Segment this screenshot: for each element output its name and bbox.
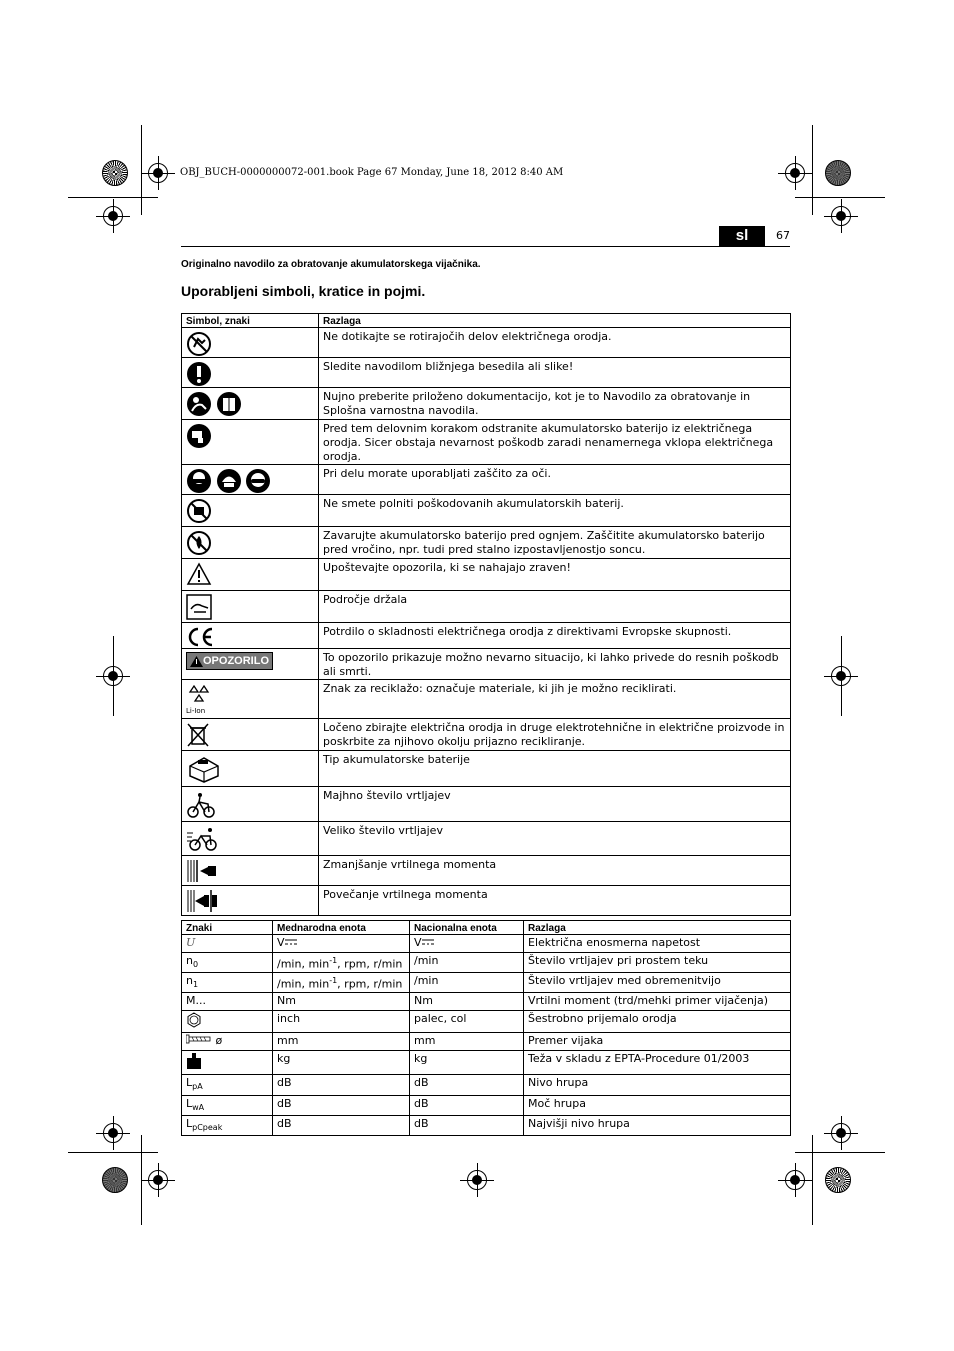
row-description: Zavarujte akumulatorsko baterijo pred ognjem. Zaščitite akumulatorsko baterijo pred vročino, npr. tudi pred stalno izpostavljenostjo soncu. [319,527,791,559]
table-row [182,935,791,953]
row-description: Pri delu morate uporabljati zaščito za oči. [319,465,791,495]
no-touch-rotating-parts-icon [186,331,212,357]
registration-target-icon [103,206,123,226]
table-row [182,1095,791,1115]
crossed-bin-icon [186,722,210,748]
table-row [182,465,791,495]
recycle-label: Li-Ion [186,707,206,715]
section-title: Uporabljeni simboli, kratice in pojmi. [181,283,426,299]
row-description: Pred tem delovnim korakom odstranite akumulatorsko baterijo iz električnega orodja. Sicer obstaja nevarnost poškodb zaradi nenamernega vklopa električnega orodja. [319,420,791,465]
table-row [182,1033,791,1051]
table-row [182,358,791,388]
unit-value: inch [273,1011,410,1033]
symbol-value: L [186,1096,193,1110]
column-header: Znaki [182,921,273,935]
unit-value: dB [410,1075,524,1095]
battery-pack-icon [186,754,222,784]
grip-area-icon [186,594,212,620]
registration-target-icon [831,666,851,686]
table-row [182,1075,791,1095]
registration-target-icon [831,206,851,226]
unit-value: /min [410,973,524,993]
low-speed-bicycle-icon [186,790,216,820]
dc-symbol-icon [285,938,297,946]
document-subtitle: Originalno navodilo za obratovanje akumulatorskega vijačnika. [181,259,481,270]
table-row [182,495,791,527]
unit-superscript: -1 [329,976,338,986]
row-description: Šestrobno prijemalo orodja [524,1011,791,1033]
row-description: Majhno število vrtljajev [319,787,791,822]
unit-value: V [277,936,285,949]
symbol-voltage: U [186,936,196,949]
row-description: Ne dotikajte se rotirajočih delov električnega orodja. [319,328,791,358]
row-description: Upoštevajte opozorila, ki se nahajajo zraven! [319,559,791,591]
table-row [182,649,791,680]
row-description: Sledite navodilom bližnjega besedila ali slike! [319,358,791,388]
registration-target-icon [103,1123,123,1143]
exclamation-mandatory-icon [186,361,212,387]
recycle-icon [186,683,212,703]
registration-target-icon [103,666,123,686]
symbol-value: L [186,1076,193,1090]
table-row [182,993,791,1011]
helmet-protection-icon [216,468,242,494]
row-description: Električna enosmerna napetost [524,935,791,953]
unit-value: dB [273,1115,410,1135]
row-description: Število vrtljajev pri prostem teku [524,953,791,973]
table-row [182,787,791,822]
warning-triangle-icon [190,656,203,667]
symbol-value: L [186,1116,193,1130]
no-charging-damaged-battery-icon [186,498,212,524]
unit-value: V [414,936,422,949]
row-description: Povečanje vrtilnega momenta [319,886,791,916]
unit-value: Nm [273,993,410,1011]
symbol-value: n [186,954,193,967]
hexagon-icon [186,1012,202,1028]
unit-value: dB [410,1115,524,1135]
table-row [182,527,791,559]
table-row [182,680,791,719]
row-description: Veliko število vrtljajev [319,822,791,856]
table-row [182,328,791,358]
table-row [182,719,791,751]
registration-wheel-icon [102,160,128,186]
unit-value: dB [273,1095,410,1115]
diameter-symbol: ø [215,1034,223,1048]
row-description: Potrdilo o skladnosti električnega orodja z direktivami Evropske skupnosti. [319,623,791,649]
column-header: Mednarodna enota [273,921,410,935]
row-description: Ločeno zbirajte električna orodja in druge elektrotehnične in električne proizvode in poskrbite za njihovo okolju prijazno recikliranje. [319,719,791,751]
high-speed-bicycle-icon [186,825,220,853]
registration-target-icon [785,163,805,183]
row-description: Znak za reciklažo: označuje materiale, ki jih je možno reciklirati. [319,680,791,719]
registration-target-icon [467,1170,487,1190]
table-row [182,623,791,649]
symbol-value: M... [182,993,273,1011]
column-header: Razlaga [319,314,791,328]
unit-value: , rpm, r/min [337,957,403,971]
remove-battery-icon [186,423,212,449]
table-header-row [182,921,791,935]
unit-value: palec, col [410,1011,524,1033]
unit-value: dB [273,1075,410,1095]
symbol-subscript: pCpeak [192,1122,223,1132]
unit-value: kg [273,1051,410,1075]
unit-value: /min, min [277,957,330,971]
symbol-subscript: wA [192,1102,205,1112]
table-row [182,420,791,465]
row-description: To opozorilo prikazuje možno nevarno situacijo, ki lahko privede do resnih poškodb ali smrti. [319,649,791,680]
unit-value: kg [410,1051,524,1075]
table-row [182,1115,791,1135]
symbol-subscript: 1 [192,980,199,990]
torque-decrease-icon [186,859,218,883]
language-badge: sl [719,226,765,246]
unit-superscript: -1 [329,956,338,965]
row-description: Teža v skladu z EPTA-Procedure 01/2003 [524,1051,791,1075]
unit-value: dB [410,1095,524,1115]
no-fire-battery-icon [186,530,212,556]
table-row [182,751,791,787]
registration-target-icon [785,1170,805,1190]
warning-label-text: OPOZORILO [203,655,269,667]
column-header: Nacionalna enota [410,921,524,935]
torque-increase-icon [186,889,218,913]
table-row [182,822,791,856]
table-row [182,591,791,623]
warning-label [186,652,273,670]
unit-value: /min, min [277,977,330,991]
table-row [182,1011,791,1033]
table-row [182,973,791,993]
header-rule [181,246,790,247]
table-row [182,886,791,916]
registration-target-icon [831,1123,851,1143]
row-description: Zmanjšanje vrtilnega momenta [319,856,791,886]
dc-symbol-icon [422,938,434,946]
units-table [181,920,791,1136]
registration-wheel-icon [825,1167,851,1193]
symbol-value: n [186,974,193,988]
table-row [182,559,791,591]
column-header: Simbol, znaki [182,314,319,328]
unit-value: mm [273,1033,410,1051]
table-row [182,1051,791,1075]
weight-icon [186,1052,202,1070]
symbols-table [181,313,791,916]
symbol-subscript: 0 [192,960,199,970]
read-manual-icon [186,391,212,417]
registration-wheel-icon [102,1167,128,1193]
unit-value: , rpm, r/min [337,977,403,991]
row-description: Premer vijaka [524,1033,791,1051]
table-header-row [182,314,791,328]
warning-triangle-icon [186,562,212,586]
registration-target-icon [148,163,168,183]
row-description: Nujno preberite priloženo dokumentacijo, kot je to Navodilo za obratovanje in Splošna varnostna navodila. [319,388,791,420]
table-row [182,388,791,420]
row-description: Tip akumulatorske baterije [319,751,791,787]
table-row [182,953,791,973]
table-row [182,856,791,886]
row-description: Nivo hrupa [524,1075,791,1095]
unit-value: Nm [410,993,524,1011]
eye-protection-icon [186,468,212,494]
registration-target-icon [148,1170,168,1190]
unit-value: /min [410,953,524,973]
row-description: Ne smete polniti poškodovanih akumulatorskih baterij. [319,495,791,527]
unit-value: mm [410,1033,524,1051]
goggles-icon [245,468,271,494]
row-description: Število vrtljajev med obremenitvijo [524,973,791,993]
book-icon [216,391,242,417]
page-number: 67 [776,229,790,242]
row-description: Področje držala [319,591,791,623]
ce-mark-icon [186,626,216,648]
screw-icon [186,1034,212,1044]
registration-wheel-icon [825,160,851,186]
symbol-subscript: pA [192,1082,203,1092]
column-header: Razlaga [524,921,791,935]
row-description: Najvišji nivo hrupa [524,1115,791,1135]
book-info: OBJ_BUCH-0000000072-001.book Page 67 Monday, June 18, 2012 8:40 AM [180,167,564,178]
row-description: Vrtilni moment (trd/mehki primer vijačenja) [524,993,791,1011]
row-description: Moč hrupa [524,1095,791,1115]
